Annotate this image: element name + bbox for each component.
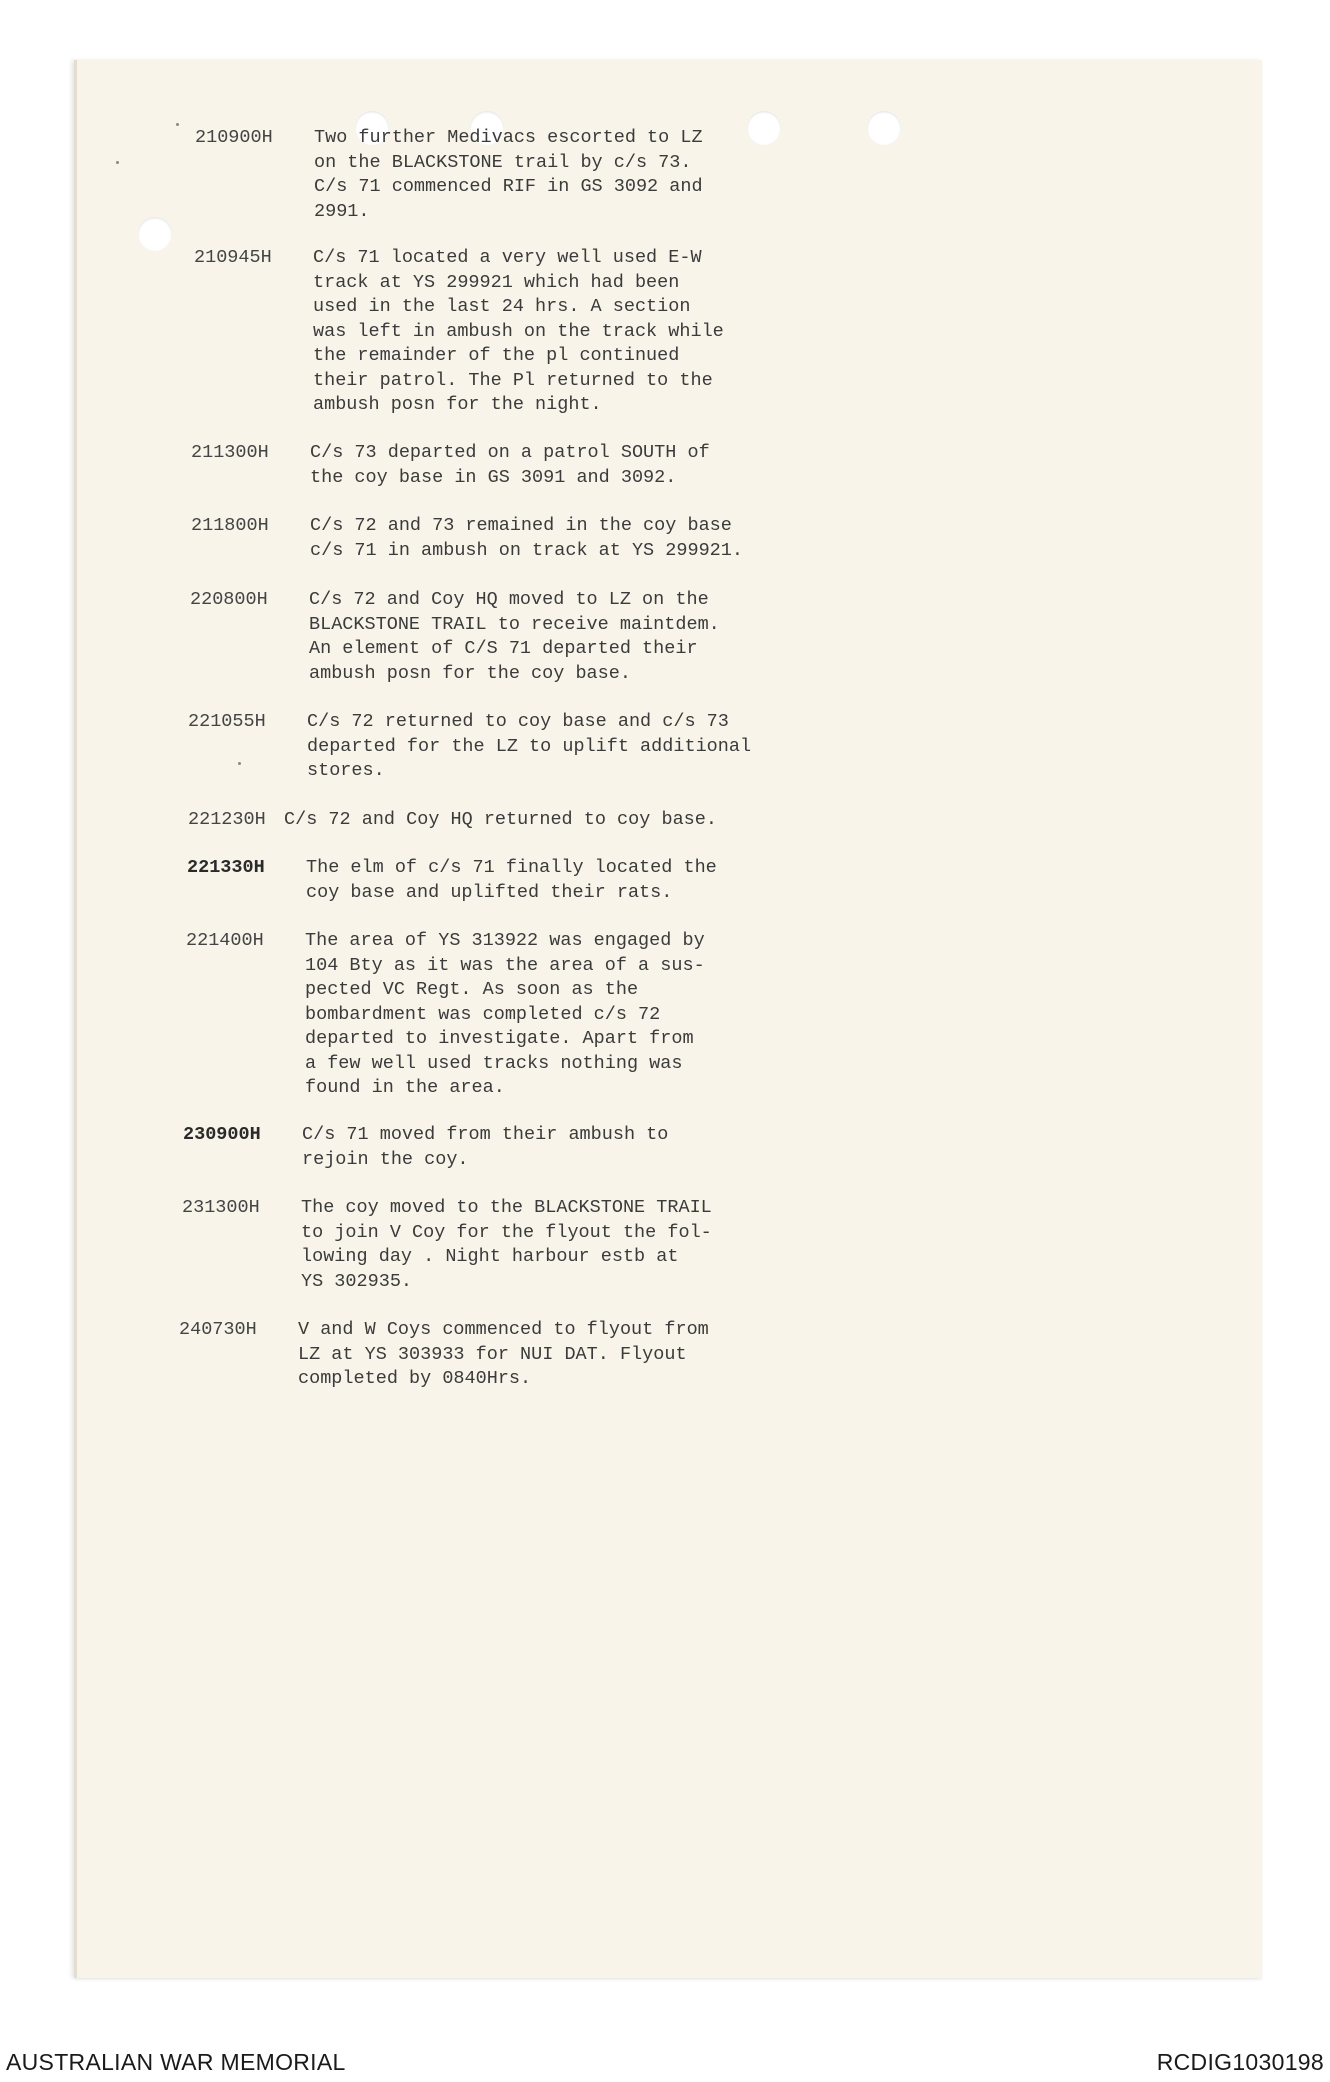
entry-line: ambush posn for the coy base. [309,662,631,684]
entry-dtg: 211800H [191,515,269,536]
entry-dtg: 221400H [186,930,264,951]
entry-line: departed to investigate. Apart from [305,1028,694,1049]
entry-line: found in the area. [305,1077,505,1098]
entry-dtg: 230900H [183,1124,261,1145]
archive-reference-id: RCDIG1030198 [1156,2049,1324,2075]
entry-dtg: 221055H [188,711,266,732]
entry-text [307,710,751,784]
entry-line: track at YS 299921 which had been [313,271,680,293]
entry-text [309,588,720,686]
entry-line: The area of YS 313922 was engaged by [305,930,705,951]
entry-line: Two further Medivacs escorted to LZ [314,127,703,148]
document-page [74,60,1262,1978]
entry-line: An element of C/S 71 departed their [309,638,698,659]
entry-text [310,514,743,563]
entry-text [301,1196,712,1294]
entry-line: c/s 71 in ambush on track at YS 299921. [310,539,743,561]
entry-line: used in the last 24 hrs. A section [313,296,691,317]
entry-line: 2991. [314,200,370,222]
entry-dtg: 231300H [182,1197,260,1218]
entry-line: bombardment was completed c/s 72 [305,1003,661,1025]
entry-line: departed for the LZ to uplift additional [307,735,752,757]
entry-line: C/s 72 and 73 remained in the coy base [310,515,732,536]
entry-line: the coy base in GS 3091 and 3092. [310,466,677,488]
entry-dtg: 221330H [187,857,265,878]
entry-line: YS 302935. [301,1270,413,1292]
entry-line: ambush posn for the night. [313,394,602,415]
entry-line: lowing day . Night harbour estb at [301,1246,679,1267]
entry-line: 104 Bty as it was the area of a sus- [305,954,705,976]
entry-line: coy base and uplifted their rats. [306,881,673,903]
entry-line: C/s 72 and Coy HQ moved to LZ on the [309,589,709,610]
entry-dtg: 211300H [191,442,269,463]
entry-line: V and W Coys commenced to flyout from [298,1319,709,1340]
entry-line: C/s 73 departed on a patrol SOUTH of [310,442,710,463]
entry-line: a few well used tracks nothing was [305,1052,683,1074]
entry-line: The coy moved to the BLACKSTONE TRAIL [301,1197,712,1218]
entry-line: C/s 71 commenced RIF in GS 3092 and [314,176,703,197]
entry-text [314,126,703,224]
entry-line: C/s 72 and Coy HQ returned to coy base. [284,809,717,830]
entry-line: to join V Coy for the flyout the fol- [301,1221,712,1243]
entry-line: pected VC Regt. As soon as the [305,979,639,1000]
entry-dtg: 221230H [188,809,266,830]
entry-line: C/s 71 located a very well used E-W [313,247,702,268]
entry-text [302,1123,668,1172]
entry-line: The elm of c/s 71 finally located the [306,857,717,878]
log-entries [74,60,1262,1978]
entry-line: the remainder of the pl continued [313,345,680,366]
entry-line: C/s 71 moved from their ambush to [302,1124,669,1145]
entry-dtg: 210945H [194,247,272,268]
entry-line: BLACKSTONE TRAIL to receive maintdem. [309,613,720,635]
entry-line: was left in ambush on the track while [313,320,724,342]
entry-line: rejoin the coy. [302,1148,469,1170]
entry-dtg: 240730H [179,1319,257,1340]
entry-text [310,441,710,490]
entry-text [306,856,717,905]
entry-dtg: 210900H [195,127,273,148]
entry-line: stores. [307,760,385,781]
entry-text [305,929,705,1101]
entry-text [284,808,717,833]
archive-credit: AUSTRALIAN WAR MEMORIAL [6,2049,346,2075]
entry-line: their patrol. The Pl returned to the [313,369,713,391]
entry-line: C/s 72 returned to coy base and c/s 73 [307,711,729,732]
entry-line: completed by 0840Hrs. [298,1368,532,1389]
entry-text [313,246,724,418]
entry-line: on the BLACKSTONE trail by c/s 73. [314,151,692,173]
entry-text [298,1318,709,1392]
entry-line: LZ at YS 303933 for NUI DAT. Flyout [298,1343,687,1365]
entry-dtg: 220800H [190,589,268,610]
